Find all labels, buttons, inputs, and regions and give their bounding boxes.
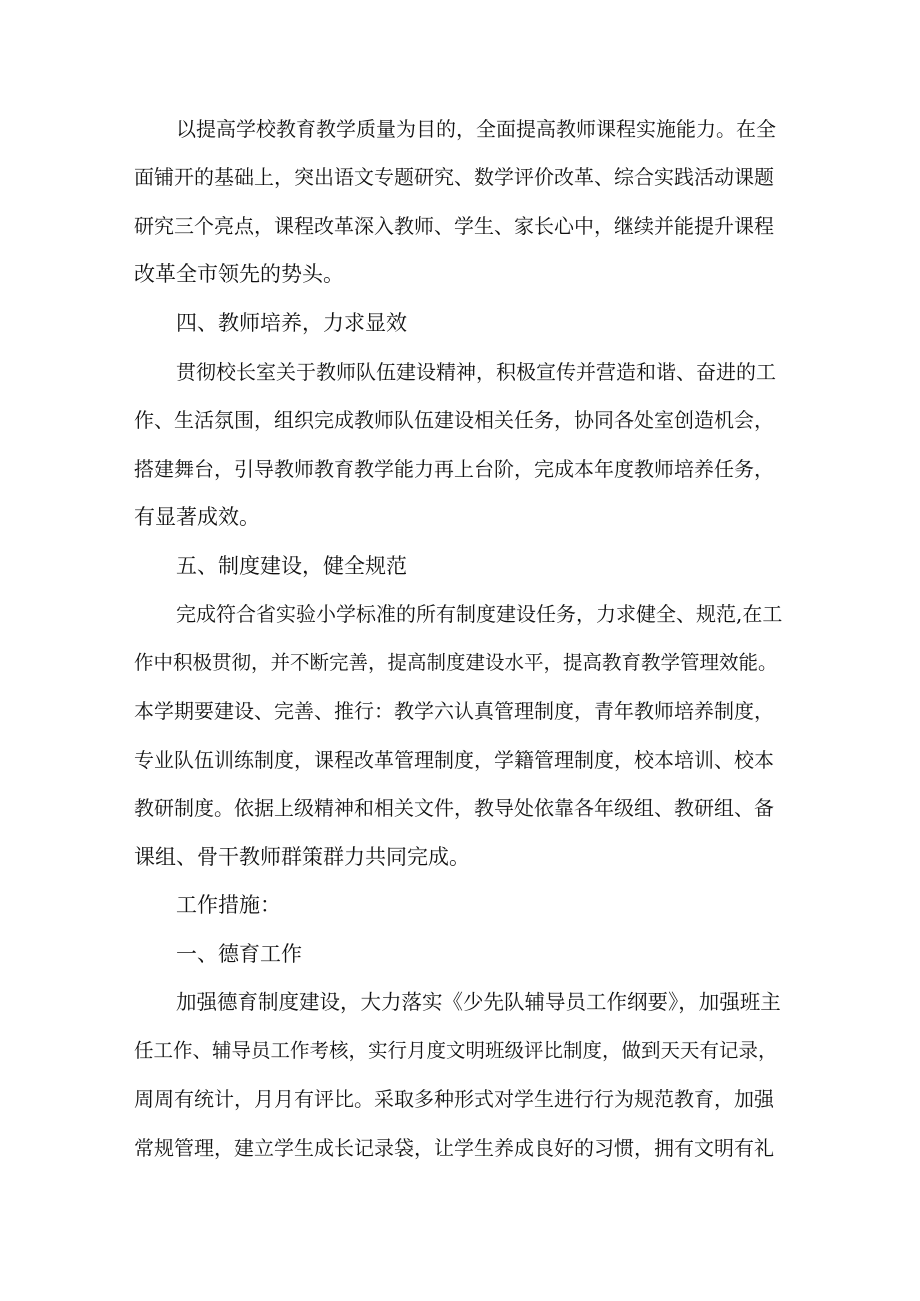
text-line: 课组、骨干教师群策群力共同完成。: [134, 845, 470, 869]
text-line: 完成符合省实验小学标准的所有制度建设任务，力求健全、规范,在工: [176, 602, 783, 626]
text-line: 专业队伍训练制度，课程改革管理制度，学籍管理制度，校本培训、校本: [134, 748, 774, 772]
text-line: 搭建舞台，引导教师教育教学能力再上台阶，完成本年度教师培养任务，: [134, 457, 774, 481]
text-line: 加强德育制度建设，大力落实《少先队辅导员工作纲要》，加强班主: [176, 990, 781, 1014]
text-line: 周周有统计，月月有评比。采取多种形式对学生进行行为规范教育，加强: [134, 1087, 774, 1111]
text-line: 改革全市领先的势头。: [134, 262, 344, 286]
text-line: 面铺开的基础上，突出语文专题研究、数学评价改革、综合实践活动课题: [134, 165, 774, 189]
text-line: 作、生活氛围，组织完成教师队伍建设相关任务，协同各处室创造机会，: [134, 408, 774, 432]
text-line: 研究三个亮点，课程改革深入教师、学生、家长心中，继续并能提升课程: [134, 214, 774, 238]
section-heading: 五、制度建设，健全规范: [176, 554, 407, 578]
text-line: 教研制度。依据上级精神和相关文件，教导处依靠各年级组、教研组、备: [134, 796, 774, 820]
text-line: 任工作、辅导员工作考核，实行月度文明班级评比制度，做到天天有记录，: [134, 1039, 778, 1062]
text-line: 有显著成效。: [134, 505, 260, 529]
text-line: 以提高学校教育教学质量为目的，全面提高教师课程实施能力。在全: [176, 117, 776, 141]
text-line: 贯彻校长室关于教师队伍建设精神，积极宣传并营造和谐、奋进的工: [176, 360, 776, 384]
section-heading: 四、教师培养，力求显效: [176, 311, 407, 335]
section-heading: 工作措施：: [176, 893, 281, 917]
text-line: 常规管理，建立学生成长记录袋，让学生养成良好的习惯，拥有文明有礼: [134, 1136, 774, 1160]
text-line: 作中积极贯彻，并不断完善，提高制度建设水平，提高教育教学管理效能。: [134, 651, 778, 674]
text-line: 本学期要建设、完善、推行：教学六认真管理制度，青年教师培养制度，: [134, 699, 774, 723]
section-heading: 一、德育工作: [176, 942, 302, 966]
